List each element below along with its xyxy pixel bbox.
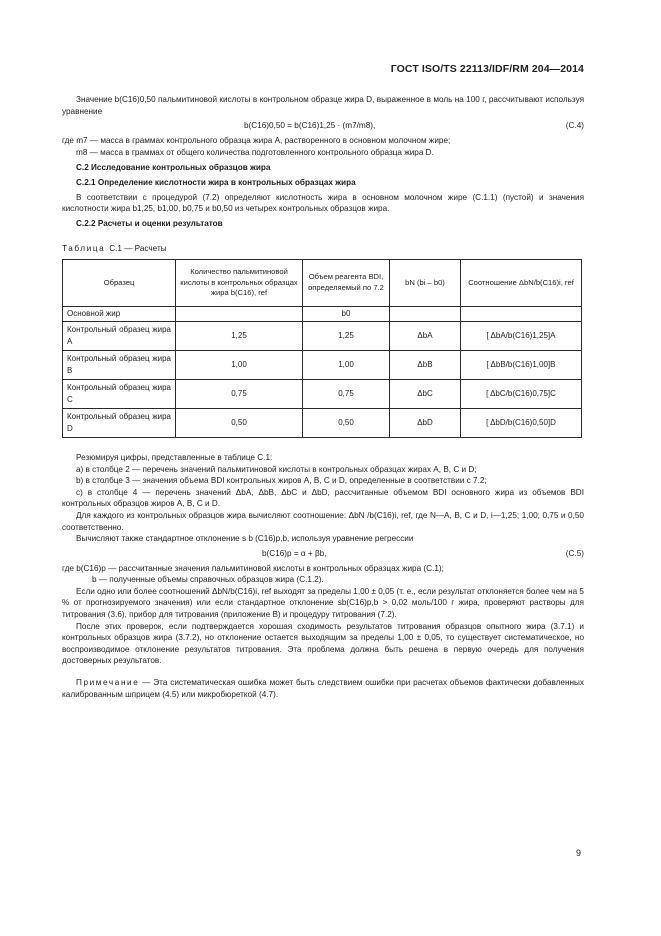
cell-volume: 0,50 <box>303 408 390 437</box>
summary-intro: Резюмируя цифры, представленные в таблице C.1: <box>76 452 273 462</box>
where-m7: где m7 — масса в граммах контрольного образца жира А, растворенного в основном молочном жире; <box>62 136 451 146</box>
cell-ratio: [ ΔbC/b(C16)0,75]C <box>461 379 582 408</box>
cell-name: Контрольный образец жира А <box>63 321 176 350</box>
table-row <box>63 379 582 408</box>
cell-ratio: [ ΔbD/b(C16)0,50]D <box>461 408 582 437</box>
page-number: 9 <box>575 848 581 858</box>
summary-item-a: а) в столбце 2 — перечень значений пальмитиновой кислоты в контрольных образцах жирах А, В, С и D; <box>76 464 477 474</box>
table-row <box>63 408 582 437</box>
cell-volume: 0,75 <box>303 379 390 408</box>
cell-name: Основной жир <box>63 306 176 321</box>
table-row <box>63 350 582 379</box>
note-text: — Эта систематическая ошибка может быть следствием ошибки при расчетах объемов фактически добавленных калиброванным шприцем (4.5) или микробюреткой (4.7). <box>62 678 585 699</box>
after-check-paragraph: После этих проверок, если подтверждается хорошая сходимость результатов титрования образцов опытного жира (3.7.1) и контрольных образцов жира (3.7.2), но отклонение остается выходящим за пределы 1,00 ± 0,05, то существует систематическое, но воспроизводимое отклонение результатов титрования. Эта проблема должна быть решена в первую очередь для получения достоверных результатов. <box>62 621 584 666</box>
cell-delta: ΔbC <box>390 379 461 408</box>
std-deviation-paragraph: Вычисляют также стандартное отклонение s b (C16)p,b, используя уравнение регрессии <box>76 534 414 544</box>
document-body <box>62 94 584 700</box>
note-label: Примечание <box>76 678 140 688</box>
summary-item-b: b) в столбце 3 — значения объема BDI контрольных жиров А, В, С и D, определенные в соответствии с 7.2; <box>76 476 487 486</box>
cell-ratio: [ ΔbB/b(C16)1,00]B <box>461 350 582 379</box>
table-header-row <box>63 259 582 306</box>
table-caption-label: Таблица <box>62 244 106 254</box>
formula-c4 <box>62 119 584 133</box>
formula-c4-number: (C.4) <box>565 121 584 131</box>
header-volume: Объем реагента BDI, определяемый по 7.2 <box>303 259 390 306</box>
intro-paragraph: Значение b(C16)0,50 пальмитиновой кислоты в контрольном образце жира D, выраженное в моль на 100 г, рассчитывают используя уравнение <box>62 95 584 116</box>
document-header: ГОСТ ISO/TS 22113/IDF/RM 204—2014 <box>390 63 584 75</box>
formula-c5-expression: b(C16)p = α + βb, <box>262 548 327 558</box>
where-m8: m8 — масса в граммах от общего количества подготовленного контрольного образца жира D. <box>76 147 434 157</box>
formula-c5 <box>62 547 584 561</box>
summary-item-c: c) в столбце 4 — перечень значений ΔbA, ΔbB, ΔbC и ΔbD, рассчитанные объемом BDI основного жира из объемов BDI контрольных образцов жиров А, В, С и D. <box>62 487 584 509</box>
header-amount: Количество пальмитиновой кислоты в контрольных образцах жира b(C16), ref <box>176 259 303 306</box>
calculations-table <box>62 259 582 438</box>
ratio-paragraph: Для каждого из контрольных образцов жира вычисляют соотношение: ΔbN /b(C16)i, ref, где N—А, В, С и D, i—1,25; 1,00; 0,75 и 0,50 соответственно. <box>62 510 584 532</box>
check-paragraph: Если одно или более соотношений ΔbN/b(C16)i, ref выходят за пределы 1,00 ± 0,05 (т. е., если результат отклоняется более чем на 5 % от прогнозируемого значения) или если стандартное отклонение sb(C16)p,b > 0,02 моль/100 г жира, проверяют растворы для титрования (3.6), прибор для титрования (приложение В) и процедуру титрования (7.2). <box>62 586 584 620</box>
where-b-c16: где b(C16)p — рассчитанные значения пальмитиновой кислоты в контрольных образцах жира (C.1); <box>62 563 444 573</box>
cell-volume: b0 <box>303 306 390 321</box>
cell-delta: ΔbB <box>390 350 461 379</box>
cell-amount: 1,25 <box>176 321 303 350</box>
cell-name: Контрольный образец жира С <box>63 379 176 408</box>
cell-delta: ΔbA <box>390 321 461 350</box>
table-row <box>63 306 582 321</box>
section-c22-heading: C.2.2 Расчеты и оценки результатов <box>76 218 223 228</box>
cell-amount: 0,50 <box>176 408 303 437</box>
where-b: b — полученные объемы справочных образцов жира (C.1.2). <box>92 575 324 585</box>
header-sample: Образец <box>63 259 176 306</box>
cell-volume: 1,25 <box>303 321 390 350</box>
table-row <box>63 321 582 350</box>
cell-name: Контрольный образец жира В <box>63 350 176 379</box>
section-c21-text: В соответствии с процедурой (7.2) определяют кислотность жира в основном молочном жире (C.1.1) (пустой) и значения кислотности жира b1,25, b1,00, b0,75 и b0,50 из четырех контрольных образцов жира. <box>62 192 584 214</box>
section-c21-heading: C.2.1 Определение кислотности жира в контрольных образцах жира <box>76 177 356 187</box>
cell-delta: ΔbD <box>390 408 461 437</box>
cell-delta <box>390 306 461 321</box>
cell-volume: 1,00 <box>303 350 390 379</box>
cell-ratio <box>461 306 582 321</box>
formula-c4-expression: b(C16)0,50 = b(C16)1,25 · (m7/m8), <box>244 121 376 131</box>
cell-amount: 0,75 <box>176 379 303 408</box>
note <box>62 677 584 700</box>
formula-c5-number: (C.5) <box>565 548 584 558</box>
cell-ratio: [ ΔbA/b(C16)1,25]A <box>461 321 582 350</box>
table-caption <box>62 243 584 255</box>
table-caption-title: C.1 — Расчеты <box>109 244 167 254</box>
cell-amount: 1,00 <box>176 350 303 379</box>
cell-name: Контрольный образец жира D <box>63 408 176 437</box>
header-ratio: Соотношение ΔbN/b(C16)i, ref <box>461 259 582 306</box>
cell-amount <box>176 306 303 321</box>
summary-list <box>62 452 584 510</box>
header-delta: bN (bi – b0) <box>390 259 461 306</box>
section-c2-heading: C.2 Исследование контрольных образцов жира <box>76 163 271 173</box>
